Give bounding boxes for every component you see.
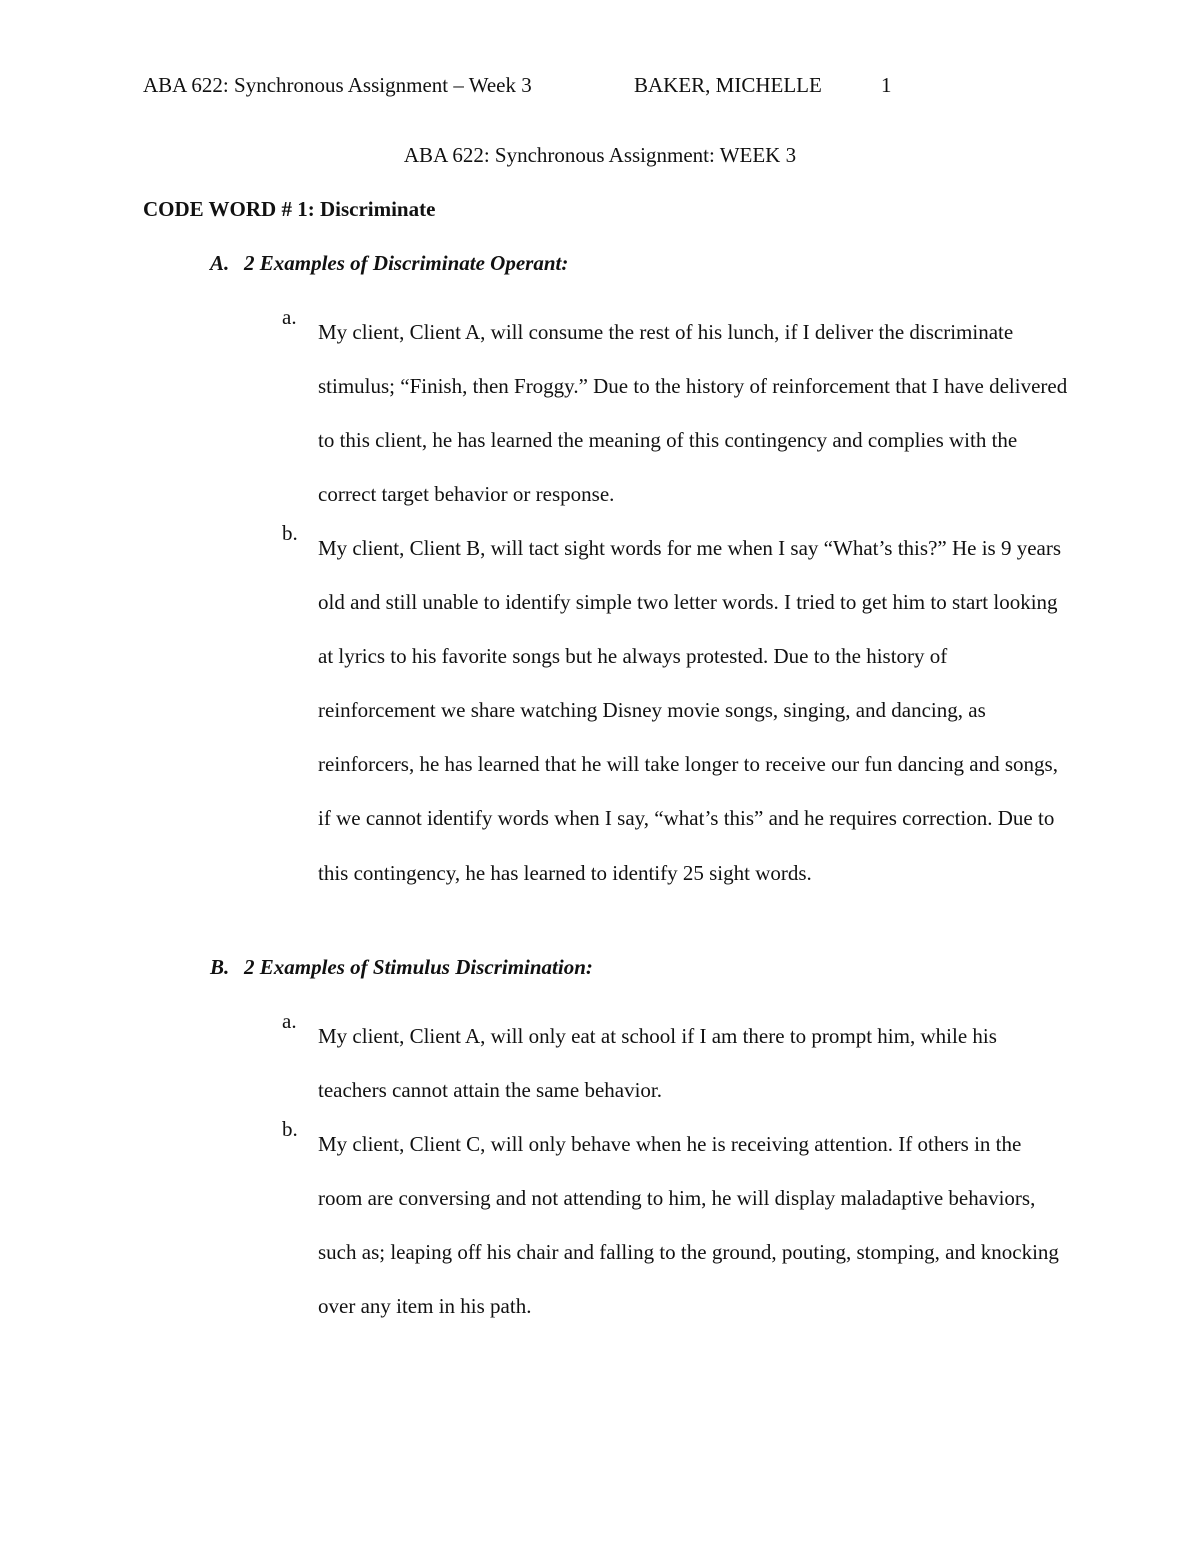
section-a-heading xyxy=(210,251,568,276)
header-course-title: ABA 622: Synchronous Assignment – Week 3 xyxy=(143,73,532,97)
header-page-number: 1 xyxy=(881,73,892,97)
list-item-text: My client, Client A, will consume the rest of his lunch, if I deliver the discriminate stimulus; “Finish, then Froggy.” Due to the history of reinforcement that I have delivered to this client, he has learned the meaning of this contingency and complies with the correct target behavior or response. xyxy=(318,320,1068,507)
list-item-marker: a. xyxy=(282,1009,297,1033)
document-title: ABA 622: Synchronous Assignment: WEEK 3 xyxy=(403,143,797,167)
header-author-name: BAKER, MICHELLE xyxy=(634,73,822,97)
code-word-heading: CODE WORD # 1: Discriminate xyxy=(143,197,436,221)
list-item-marker: b. xyxy=(282,1117,298,1141)
list-item-text: My client, Client A, will only eat at school if I am there to prompt him, while his teachers cannot attain the same behavior. xyxy=(318,1024,997,1103)
section-b-heading xyxy=(210,955,593,980)
page-header xyxy=(143,73,1063,103)
list-item-marker: a. xyxy=(282,305,297,329)
section-b-letter: B. xyxy=(210,955,230,979)
section-a-title: 2 Examples of Discriminate Operant: xyxy=(244,251,569,275)
list-item-marker: b. xyxy=(282,521,298,545)
section-b-title: 2 Examples of Stimulus Discrimination: xyxy=(244,955,593,979)
list-item-text: My client, Client B, will tact sight words for me when I say “What’s this?” He is 9 years old and still unable to identify simple two letter words. I tried to get him to start looking at lyrics to his favorite songs but he always protested. Due to the history of reinforcement we share watching Disney movie songs, singing, and dancing, as reinforcers, he has learned that he will take longer to receive our fun dancing and songs, if we cannot identify words when I say, “what’s this” and he requires correction. Due to this contingency, he has learned to identify 25 sight words. xyxy=(318,536,1062,885)
section-a-letter: A. xyxy=(210,251,230,275)
list-item-text: My client, Client C, will only behave when he is receiving attention. If others in the room are conversing and not attending to him, he will display maladaptive behaviors, such as; leaping off his chair and falling to the ground, pouting, stomping, and knocking over any item in his path. xyxy=(318,1132,1059,1319)
